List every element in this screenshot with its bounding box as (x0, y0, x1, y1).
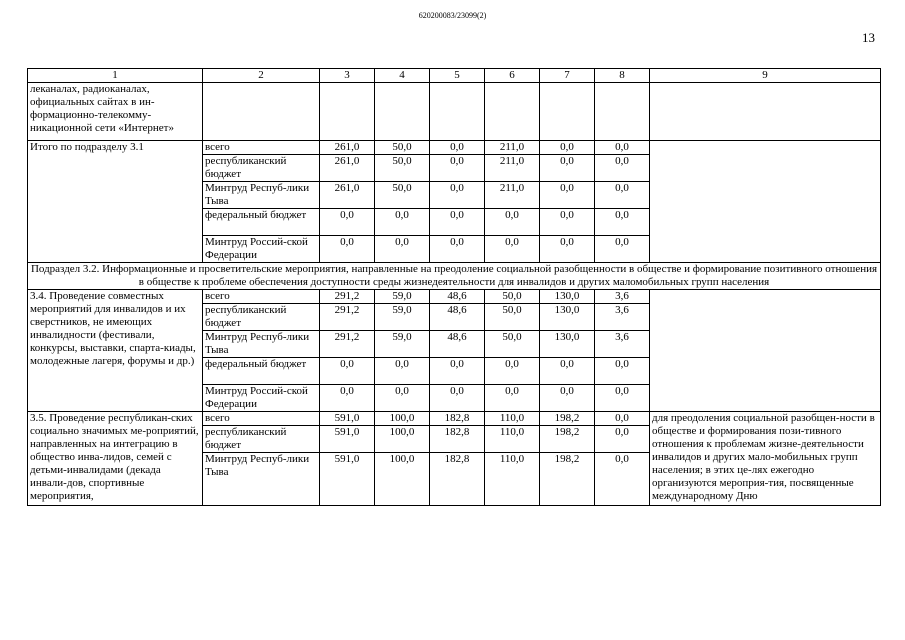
value-cell: 0,0 (540, 141, 595, 155)
value-cell: 0,0 (320, 209, 375, 236)
value-cell: 3,6 (595, 290, 650, 304)
value-cell: 48,6 (430, 290, 485, 304)
value-cell: 50,0 (485, 304, 540, 331)
value-cell: 0,0 (375, 385, 430, 412)
header-cell: 5 (430, 69, 485, 83)
activity-name: 3.4. Проведение совместных мероприятий для инвалидов и их сверстников, не имеющих инвалидности (фестивали, конкурсы, выставки, спарта-киады, молодежные лагеря, форумы и др.) (28, 290, 203, 412)
value-cell: 0,0 (595, 141, 650, 155)
value-cell: 591,0 (320, 412, 375, 426)
funding-source: федеральный бюджет (203, 358, 320, 385)
value-cell: 0,0 (375, 358, 430, 385)
header-cell: 2 (203, 69, 320, 83)
value-cell: 182,8 (430, 412, 485, 426)
page-number: 13 (862, 30, 875, 45)
value-cell: 59,0 (375, 331, 430, 358)
header-cell: 9 (650, 69, 881, 83)
funding-source: федеральный бюджет (203, 209, 320, 236)
value-cell: 0,0 (595, 385, 650, 412)
value-cell: 0,0 (430, 155, 485, 182)
value-cell: 0,0 (540, 155, 595, 182)
value-cell: 0,0 (430, 358, 485, 385)
value-cell: 591,0 (320, 453, 375, 506)
value-cell: 3,6 (595, 331, 650, 358)
value-cell: 0,0 (430, 209, 485, 236)
activity-name: 3.5. Проведение республикан-ских социально значимых ме-роприятий, направленных на интеграцию в общество инва-лидов, семей с детьми-инвалидами (декада инвали-дов, спортивные мероприятия, (28, 412, 203, 506)
funding-source: Минтруд Респуб-лики Тыва (203, 453, 320, 506)
value-cell: 50,0 (485, 331, 540, 358)
funding-source: республиканский бюджет (203, 426, 320, 453)
value-cell: 110,0 (485, 453, 540, 506)
funding-source: всего (203, 141, 320, 155)
header-row (28, 69, 881, 83)
value-cell: 182,8 (430, 453, 485, 506)
value-cell: 0,0 (540, 182, 595, 209)
value-cell: 50,0 (375, 182, 430, 209)
value-cell: 0,0 (430, 182, 485, 209)
value-cell: 59,0 (375, 304, 430, 331)
value-cell: 100,0 (375, 453, 430, 506)
value-cell: 0,0 (430, 236, 485, 263)
value-cell: 100,0 (375, 412, 430, 426)
funding-source: всего (203, 290, 320, 304)
value-cell: 50,0 (485, 290, 540, 304)
value-cell: 0,0 (595, 426, 650, 453)
header-cell: 8 (595, 69, 650, 83)
value-cell: 591,0 (320, 426, 375, 453)
table-row (28, 412, 881, 426)
value-cell: 211,0 (485, 155, 540, 182)
value-cell: 0,0 (430, 141, 485, 155)
value-cell: 0,0 (595, 236, 650, 263)
value-cell: 261,0 (320, 182, 375, 209)
table-row (28, 141, 881, 155)
activity-name: леканалах, радиоканалах, официальных сайтах в ин-формационно-телекомму-никационной сети «Интернет» (28, 83, 203, 141)
header-cell: 6 (485, 69, 540, 83)
funding-source: Минтруд Респуб-лики Тыва (203, 331, 320, 358)
budget-table (27, 68, 881, 506)
funding-source: Минтруд Россий-ской Федерации (203, 385, 320, 412)
value-cell: 48,6 (430, 304, 485, 331)
subsection-row (28, 263, 881, 290)
funding-source: всего (203, 412, 320, 426)
value-cell: 261,0 (320, 141, 375, 155)
value-cell: 0,0 (320, 358, 375, 385)
activity-name: Итого по подразделу 3.1 (28, 141, 203, 263)
value-cell: 0,0 (540, 236, 595, 263)
value-cell: 0,0 (540, 209, 595, 236)
value-cell: 0,0 (485, 236, 540, 263)
value-cell: 0,0 (540, 358, 595, 385)
value-cell: 211,0 (485, 182, 540, 209)
value-cell: 182,8 (430, 426, 485, 453)
value-cell: 48,6 (430, 331, 485, 358)
value-cell: 0,0 (430, 385, 485, 412)
value-cell: 291,2 (320, 331, 375, 358)
header-cell: 3 (320, 69, 375, 83)
value-cell: 3,6 (595, 304, 650, 331)
value-cell: 50,0 (375, 155, 430, 182)
value-cell: 261,0 (320, 155, 375, 182)
header-cell: 7 (540, 69, 595, 83)
value-cell: 291,2 (320, 290, 375, 304)
value-cell: 0,0 (320, 385, 375, 412)
subsection-title: Подраздел 3.2. Информационные и просветительские мероприятия, направленные на преодоление социальной разобщенности в обществе и формирование позитивного отношения в обществе к проблеме обеспечения доступности среды жизнедеятельности для инвалидов и других маломобильных групп населения (28, 263, 881, 290)
value-cell: 0,0 (485, 209, 540, 236)
table-row (28, 83, 881, 141)
header-cell: 1 (28, 69, 203, 83)
value-cell: 0,0 (595, 358, 650, 385)
funding-source: республиканский бюджет (203, 155, 320, 182)
value-cell: 0,0 (595, 453, 650, 506)
value-cell: 130,0 (540, 304, 595, 331)
value-cell: 0,0 (485, 385, 540, 412)
table-row (28, 290, 881, 304)
value-cell: 0,0 (320, 236, 375, 263)
funding-source: Минтруд Респуб-лики Тыва (203, 182, 320, 209)
value-cell: 130,0 (540, 331, 595, 358)
value-cell: 110,0 (485, 412, 540, 426)
value-cell: 100,0 (375, 426, 430, 453)
value-cell: 0,0 (595, 182, 650, 209)
value-cell: 0,0 (595, 412, 650, 426)
value-cell: 198,2 (540, 426, 595, 453)
value-cell: 110,0 (485, 426, 540, 453)
value-cell: 198,2 (540, 453, 595, 506)
value-cell: 130,0 (540, 290, 595, 304)
activity-note: для преодоления социальной разобщен-ности в обществе и формирования пози-тивного отношения к проблемам жизне-деятельности инвалидов и других мало-мобильных групп населения; в этих це-лях ежегодно организуются мероприя-тия, посвященные международному Дню (650, 412, 881, 506)
value-cell: 0,0 (375, 209, 430, 236)
value-cell: 0,0 (375, 236, 430, 263)
value-cell: 211,0 (485, 141, 540, 155)
document-id: 620200083/23099(2) (418, 11, 487, 20)
funding-source: республиканский бюджет (203, 304, 320, 331)
value-cell: 198,2 (540, 412, 595, 426)
value-cell: 59,0 (375, 290, 430, 304)
value-cell: 50,0 (375, 141, 430, 155)
value-cell: 0,0 (595, 155, 650, 182)
value-cell: 0,0 (595, 209, 650, 236)
header-cell: 4 (375, 69, 430, 83)
value-cell: 0,0 (540, 385, 595, 412)
value-cell: 0,0 (485, 358, 540, 385)
funding-source: Минтруд Россий-ской Федерации (203, 236, 320, 263)
value-cell: 291,2 (320, 304, 375, 331)
